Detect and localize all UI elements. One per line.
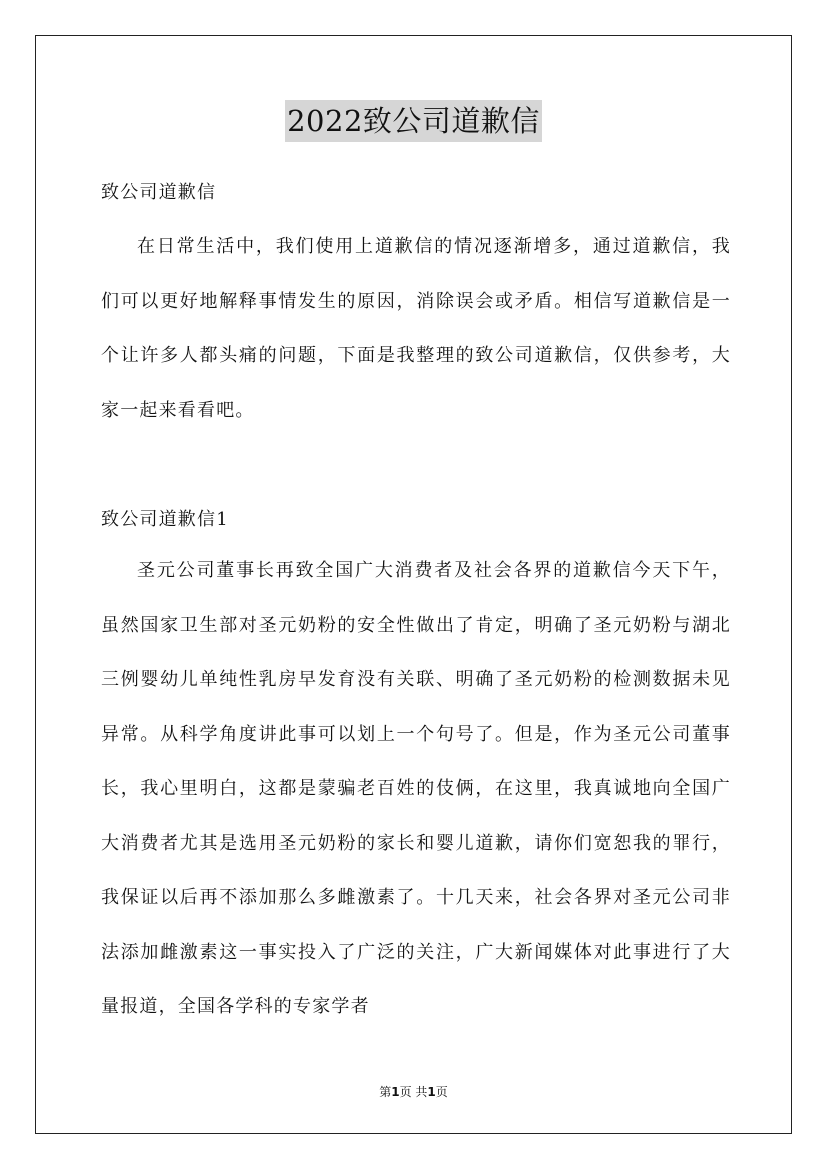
section1-paragraph-block xyxy=(101,544,731,1035)
footer-page-mid: 页 共 xyxy=(399,1085,428,1099)
title-wrap xyxy=(0,100,827,142)
footer-page-prefix: 第 xyxy=(379,1085,392,1099)
page-footer xyxy=(0,1083,827,1100)
intro-paragraph-block xyxy=(101,220,731,438)
section1-heading: 致公司道歉信1 xyxy=(101,509,229,530)
document-title: 2022致公司道歉信 xyxy=(285,100,542,142)
intro-paragraph: 在日常生活中，我们使用上道歉信的情况逐渐增多，通过道歉信，我们可以更好地解释事情发生的原因，消除误会或矛盾。相信写道歉信是一个让许多人都头痛的问题，下面是我整理的致公司道歉信，仅供参考，大家一起来看看吧。 xyxy=(101,236,731,421)
section1-paragraph: 圣元公司董事长再致全国广大消费者及社会各界的道歉信今天下午，虽然国家卫生部对圣元奶粉的安全性做出了肯定，明确了圣元奶粉与湖北三例婴幼儿单纯性乳房早发育没有关联、明确了圣元奶粉的检测数据未见异常。从科学角度讲此事可以划上一个句号了。但是，作为圣元公司董事长，我心里明白，这都是蒙骗老百姓的伎俩，在这里，我真诚地向全国广大消费者尤其是选用圣元奶粉的家长和婴儿道歉，请你们宽恕我的罪行，我保证以后再不添加那么多雌激素了。十几天来，社会各界对圣元公司非法添加雌激素这一事实投入了广泛的关注，广大新闻媒体对此事进行了大量报道，全国各学科的专家学者 xyxy=(101,560,731,1017)
footer-page-suffix: 页 xyxy=(435,1085,448,1099)
footer-page-current: 1 xyxy=(391,1085,400,1099)
intro-heading: 致公司道歉信 xyxy=(101,182,217,203)
footer-page-total: 1 xyxy=(427,1085,436,1099)
